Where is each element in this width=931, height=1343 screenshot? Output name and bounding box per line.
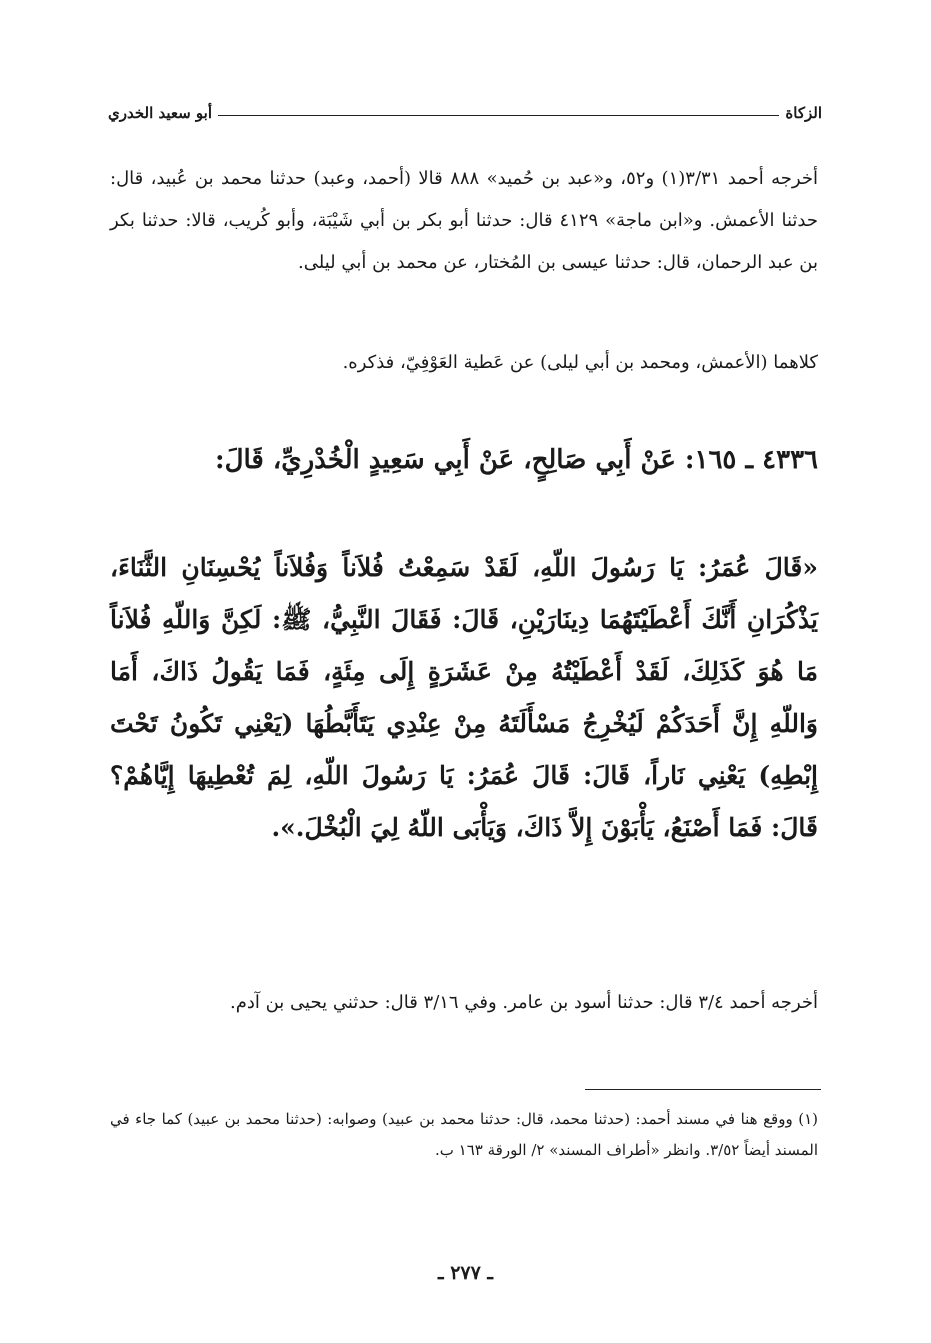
running-header-narrator: أبو سعيد الخدري (108, 104, 213, 122)
running-header-section: الزكاة (785, 104, 822, 122)
hadith-text: «قَالَ عُمَرُ: يَا رَسُولَ اللّهِ، لَقَدْ سَمِعْتُ فُلاَناً وَفُلاَناً يُحْسِنَانِ الثَّنَاءَ، يَذْكُرَانِ أَنَّكَ أَعْطَيْتَهُمَا دِينَارَيْنِ، قَالَ: فَقَالَ النَّبِيُّ، ﷺ: لَكِنَّ وَاللّهِ فُلاَناً مَا هُوَ كَذَلِكَ، لَقَدْ أَعْطَيْتُهُ مِنْ عَشَرَةٍ إِلَى مِئَةٍ، فَمَا يَقُولُ ذَاكَ، أَمَا وَاللّهِ إِنَّ أَحَدَكُمْ لَيُخْرِجُ مَسْأَلَتَهُ مِنْ عِنْدِي يَتَأَبَّطُهَا (يَعْنِي تَكُونُ تَحْتَ إِبْطِهِ) يَعْنِي نَاراً، قَالَ: قَالَ عُمَرُ: يَا رَسُولَ اللّهِ، لِمَ تُعْطِيهَا إِيَّاهُمْ؟ قَالَ: فَمَا أَصْنَعُ، يَأْبَوْنَ إِلاَّ ذَاكَ، وَيَأْبَى اللّهُ لِيَ الْبُخْلَ.». (110, 553, 818, 842)
source-paragraph-2: كلاهما (الأعمش، ومحمد بن أبي ليلى) عن عَطية العَوْفِيّ، فذكره. (342, 352, 818, 373)
hadith-heading: ٤٣٣٦ ـ ١٦٥: عَنْ أَبِي صَالِحٍ، عَنْ أَبِي سَعِيدٍ الْخُدْرِيِّ، قَالَ: (214, 445, 818, 475)
page-number: ـ ٢٧٧ ـ (438, 1262, 493, 1284)
running-header (108, 92, 822, 122)
footnote: (١) ووقع هنا في مسند أحمد: (حدثنا محمد، قال: حدثنا محمد بن عبيد) وصوابه: (حدثنا محمد بن عبيد) كما جاء في المسند أيضاً ٣/٥٢. وانظر «أطراف المسند» ٢/ الورقة ١٦٣ ب. (110, 1110, 818, 1159)
running-header-rule (218, 115, 779, 116)
footnote-separator (585, 1089, 821, 1090)
source-paragraph-3: أخرجه أحمد ٣/٤ قال: حدثنا أسود بن عامر. وفي ٣/١٦ قال: حدثني يحيى بن آدم. (230, 992, 818, 1013)
source-paragraph-1: أخرجه أحمد ٣/٣١(١) و٥٢، و«عبد بن حُميد» ٨٨٨ قالا (أحمد، وعبد) حدثنا محمد بن عُبيد، قال: حدثنا الأعمش. و«ابن ماجة» ٤١٢٩ قال: حدثنا أبو بكر بن أبي شَيْبَة، وأبو كُريب، قالا: حدثنا بكر بن عبد الرحمان، قال: حدثنا عيسى بن المُختار، عن محمد بن أبي ليلى. (110, 168, 818, 273)
